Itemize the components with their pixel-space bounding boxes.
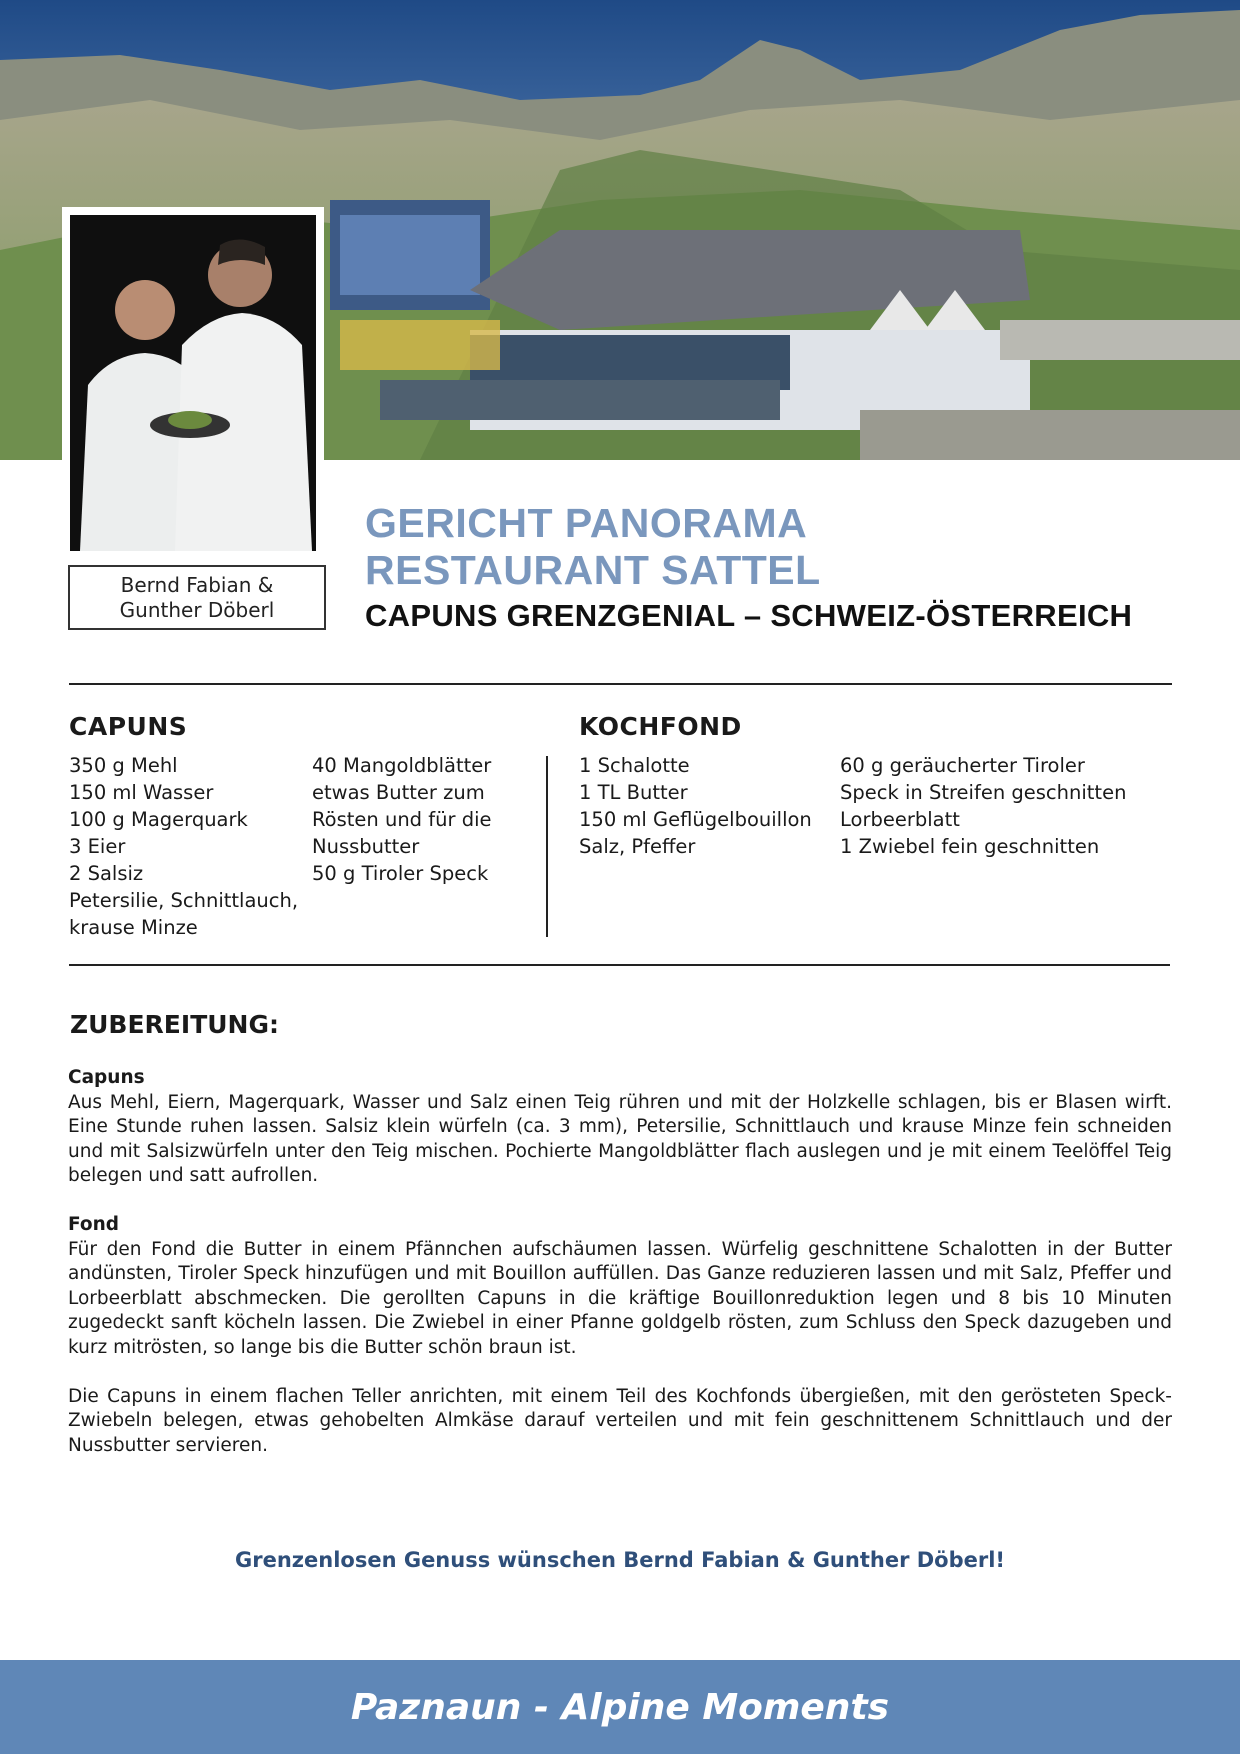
chefs-caption <box>68 565 326 630</box>
capuns-subheading: Capuns <box>68 1067 145 1088</box>
list-item: etwas Butter zum <box>312 781 485 804</box>
title-line2: RESTAURANT SATTEL <box>365 547 821 593</box>
list-item: Rösten und für die <box>312 808 492 831</box>
footer-banner <box>0 1660 1240 1754</box>
preparation-body <box>68 1066 1172 1458</box>
kochfond-heading: KOCHFOND <box>579 712 742 741</box>
list-item: 1 Schalotte <box>579 754 690 777</box>
column-divider <box>546 756 548 937</box>
list-item: 50 g Tiroler Speck <box>312 862 489 885</box>
closing-wish: Grenzenlosen Genuss wünschen Bernd Fabian & Gunther Döberl! <box>235 1548 1005 1572</box>
recipe-subtitle: CAPUNS GRENZGENIAL – SCHWEIZ-ÖSTERREICH <box>365 598 1133 633</box>
list-item: krause Minze <box>69 916 198 939</box>
title-line1: GERICHT PANORAMA <box>365 500 808 546</box>
chefs-caption-line1: Bernd Fabian & <box>120 572 274 597</box>
list-item: 150 ml Wasser <box>69 781 214 804</box>
list-item: Speck in Streifen geschnitten <box>840 781 1127 804</box>
list-item: 40 Mangoldblätter <box>312 754 492 777</box>
list-item: 150 ml Geflügelbouillon <box>579 808 812 831</box>
list-item: 1 TL Butter <box>579 781 688 804</box>
list-item: Petersilie, Schnittlauch, <box>69 889 299 912</box>
list-item: Lorbeerblatt <box>840 808 960 831</box>
capuns-instructions: Aus Mehl, Eiern, Magerquark, Wasser und Salz einen Teig rühren und mit der Holzkelle schlagen, bis er Blasen wirft. Eine Stunde ruhen lassen. Salsiz klein würfeln (ca. 3 mm), Petersilie, Schnittlauch und krause Minze fein schneiden und mit Salsizwürfeln unter den Teig mischen. Pochierte Mangoldblätter flach auslegen und je mit einem Teelöffel Teig belegen und satt aufrollen. <box>68 1091 1172 1187</box>
chefs-caption-line2: Gunther Döberl <box>119 597 275 622</box>
footer-text: Paznaun - Alpine Moments <box>350 1686 890 1728</box>
list-item: 2 Salsiz <box>69 862 144 885</box>
serving-instructions: Die Capuns in einem flachen Teller anrichten, mit einem Teil des Kochfonds übergießen, mit den gerösteten Speck-Zwiebeln belegen, etwas gehobelten Almkäse darauf verteilen und mit fein geschnittenem Schnittlauch und der Nussbutter servieren. <box>68 1385 1172 1456</box>
list-item: 1 Zwiebel fein geschnitten <box>840 835 1100 858</box>
list-item: 60 g geräucherter Tiroler <box>840 754 1085 777</box>
chefs-photo <box>62 207 324 559</box>
kochfond-ingredients-col2 <box>840 752 1170 860</box>
list-item: 100 g Magerquark <box>69 808 248 831</box>
divider-bottom <box>69 964 1170 966</box>
list-item: Nussbutter <box>312 835 420 858</box>
divider-top <box>69 683 1172 685</box>
kochfond-ingredients-col1 <box>579 752 834 860</box>
capuns-ingredients-col2 <box>312 752 537 887</box>
list-item: Salz, Pfeffer <box>579 835 696 858</box>
capuns-ingredients-col1 <box>69 752 304 941</box>
list-item: 350 g Mehl <box>69 754 178 777</box>
fond-subheading: Fond <box>68 1213 120 1235</box>
recipe-title <box>365 500 1215 636</box>
fond-instructions: Für den Fond die Butter in einem Pfännchen aufschäumen lassen. Würfelig geschnittene Schalotten in der Butter andünsten, Tiroler Speck hinzufügen und mit Bouillon auffüllen. Das Ganze reduzieren lassen und mit Salz, Pfeffer und Lorbeerblatt abschmecken. Die gerollten Capuns in die kräftige Bouillonreduktion legen und 8 bis 10 Minuten zugedeckt sanft köcheln lassen. Die Zwiebel in einer Pfanne goldgelb rösten, zum Schluss den Speck dazugeben und kurz mitrösten, so lange bis die Butter schön braun ist. <box>68 1238 1172 1358</box>
capuns-heading: CAPUNS <box>69 712 188 741</box>
list-item: 3 Eier <box>69 835 126 858</box>
preparation-heading: ZUBEREITUNG: <box>70 1010 279 1039</box>
